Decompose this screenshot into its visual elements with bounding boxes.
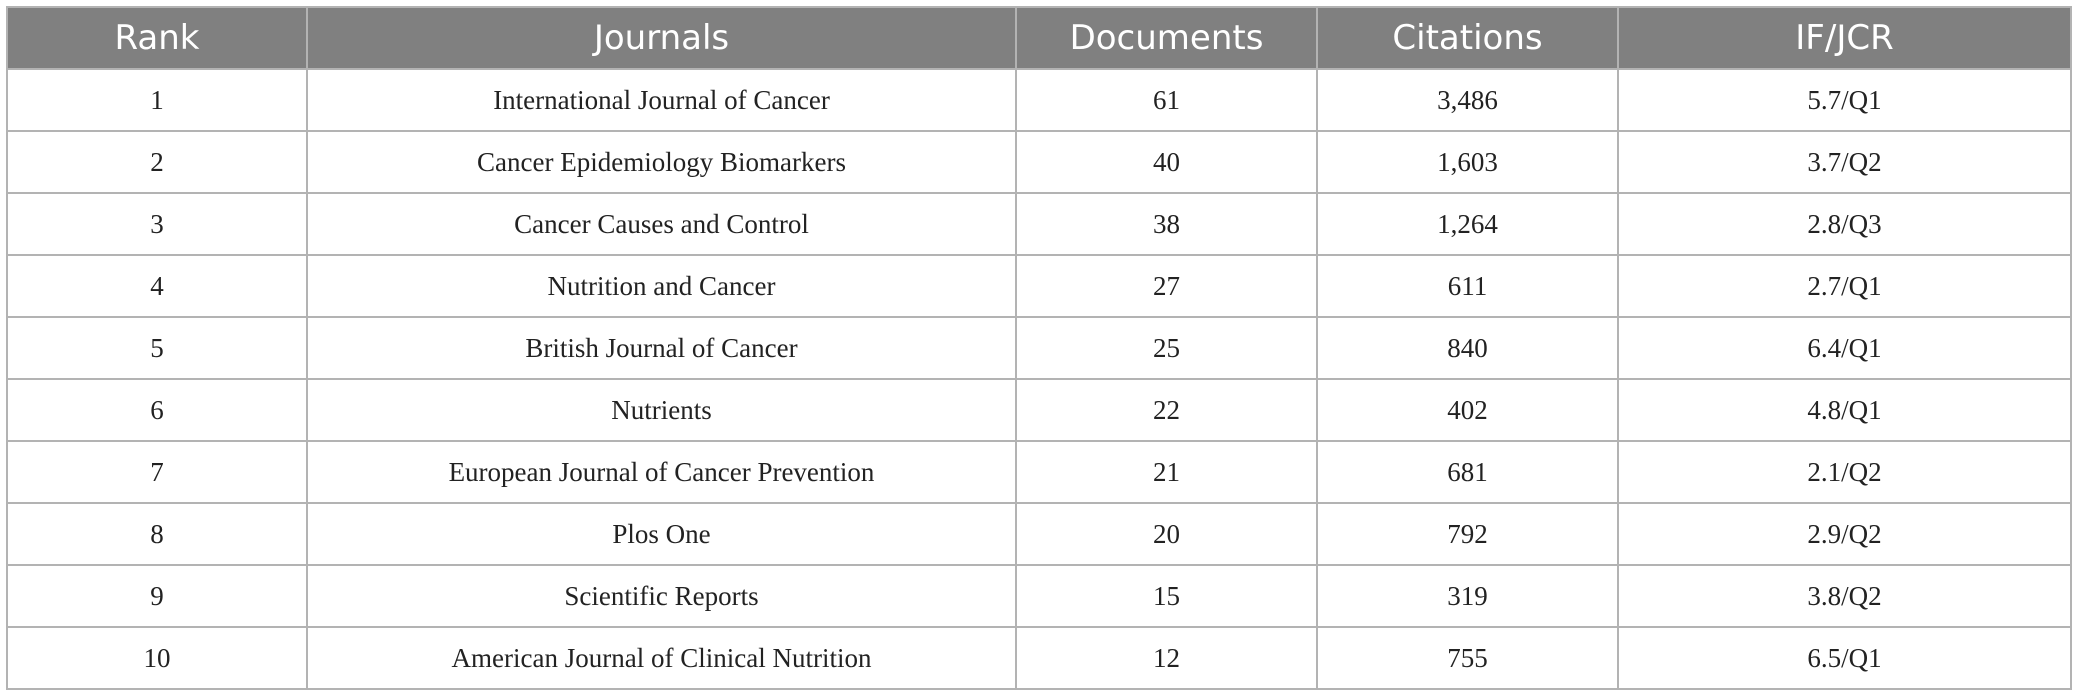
header-rank: Rank xyxy=(7,7,307,69)
cell-rank: 1 xyxy=(7,69,307,131)
cell-journal: Cancer Causes and Control xyxy=(307,193,1016,255)
cell-journal: Scientific Reports xyxy=(307,565,1016,627)
cell-rank: 8 xyxy=(7,503,307,565)
table-body xyxy=(7,69,2071,689)
cell-documents: 20 xyxy=(1016,503,1317,565)
cell-documents: 15 xyxy=(1016,565,1317,627)
table-row xyxy=(7,131,2071,193)
cell-journal: American Journal of Clinical Nutrition xyxy=(307,627,1016,689)
cell-if-jcr: 5.7/Q1 xyxy=(1618,69,2071,131)
table-row xyxy=(7,69,2071,131)
cell-documents: 61 xyxy=(1016,69,1317,131)
cell-journal: Cancer Epidemiology Biomarkers xyxy=(307,131,1016,193)
cell-citations: 840 xyxy=(1317,317,1618,379)
cell-documents: 25 xyxy=(1016,317,1317,379)
table-row xyxy=(7,255,2071,317)
cell-journal: European Journal of Cancer Prevention xyxy=(307,441,1016,503)
journals-table-container xyxy=(6,6,2070,694)
cell-if-jcr: 3.7/Q2 xyxy=(1618,131,2071,193)
cell-rank: 10 xyxy=(7,627,307,689)
cell-if-jcr: 2.1/Q2 xyxy=(1618,441,2071,503)
cell-documents: 27 xyxy=(1016,255,1317,317)
cell-journal: Plos One xyxy=(307,503,1016,565)
cell-rank: 5 xyxy=(7,317,307,379)
cell-if-jcr: 2.7/Q1 xyxy=(1618,255,2071,317)
cell-rank: 3 xyxy=(7,193,307,255)
cell-journal: Nutrition and Cancer xyxy=(307,255,1016,317)
table-row xyxy=(7,379,2071,441)
cell-citations: 3,486 xyxy=(1317,69,1618,131)
table-row xyxy=(7,441,2071,503)
cell-citations: 1,264 xyxy=(1317,193,1618,255)
cell-documents: 21 xyxy=(1016,441,1317,503)
cell-journal: Nutrients xyxy=(307,379,1016,441)
cell-documents: 22 xyxy=(1016,379,1317,441)
table-header xyxy=(7,7,2071,69)
cell-documents: 38 xyxy=(1016,193,1317,255)
table-row xyxy=(7,193,2071,255)
cell-citations: 681 xyxy=(1317,441,1618,503)
cell-citations: 611 xyxy=(1317,255,1618,317)
cell-rank: 6 xyxy=(7,379,307,441)
header-citations: Citations xyxy=(1317,7,1618,69)
cell-if-jcr: 6.4/Q1 xyxy=(1618,317,2071,379)
table-row xyxy=(7,627,2071,689)
cell-documents: 12 xyxy=(1016,627,1317,689)
cell-if-jcr: 6.5/Q1 xyxy=(1618,627,2071,689)
header-journals: Journals xyxy=(307,7,1016,69)
cell-citations: 755 xyxy=(1317,627,1618,689)
cell-rank: 9 xyxy=(7,565,307,627)
table-row xyxy=(7,565,2071,627)
cell-citations: 792 xyxy=(1317,503,1618,565)
cell-rank: 2 xyxy=(7,131,307,193)
cell-documents: 40 xyxy=(1016,131,1317,193)
cell-rank: 4 xyxy=(7,255,307,317)
cell-journal: International Journal of Cancer xyxy=(307,69,1016,131)
journals-table xyxy=(6,6,2072,690)
cell-if-jcr: 2.9/Q2 xyxy=(1618,503,2071,565)
header-row xyxy=(7,7,2071,69)
table-row xyxy=(7,503,2071,565)
cell-if-jcr: 4.8/Q1 xyxy=(1618,379,2071,441)
cell-if-jcr: 3.8/Q2 xyxy=(1618,565,2071,627)
header-documents: Documents xyxy=(1016,7,1317,69)
cell-citations: 1,603 xyxy=(1317,131,1618,193)
cell-if-jcr: 2.8/Q3 xyxy=(1618,193,2071,255)
table-row xyxy=(7,317,2071,379)
cell-citations: 402 xyxy=(1317,379,1618,441)
cell-citations: 319 xyxy=(1317,565,1618,627)
cell-rank: 7 xyxy=(7,441,307,503)
cell-journal: British Journal of Cancer xyxy=(307,317,1016,379)
header-if-jcr: IF/JCR xyxy=(1618,7,2071,69)
